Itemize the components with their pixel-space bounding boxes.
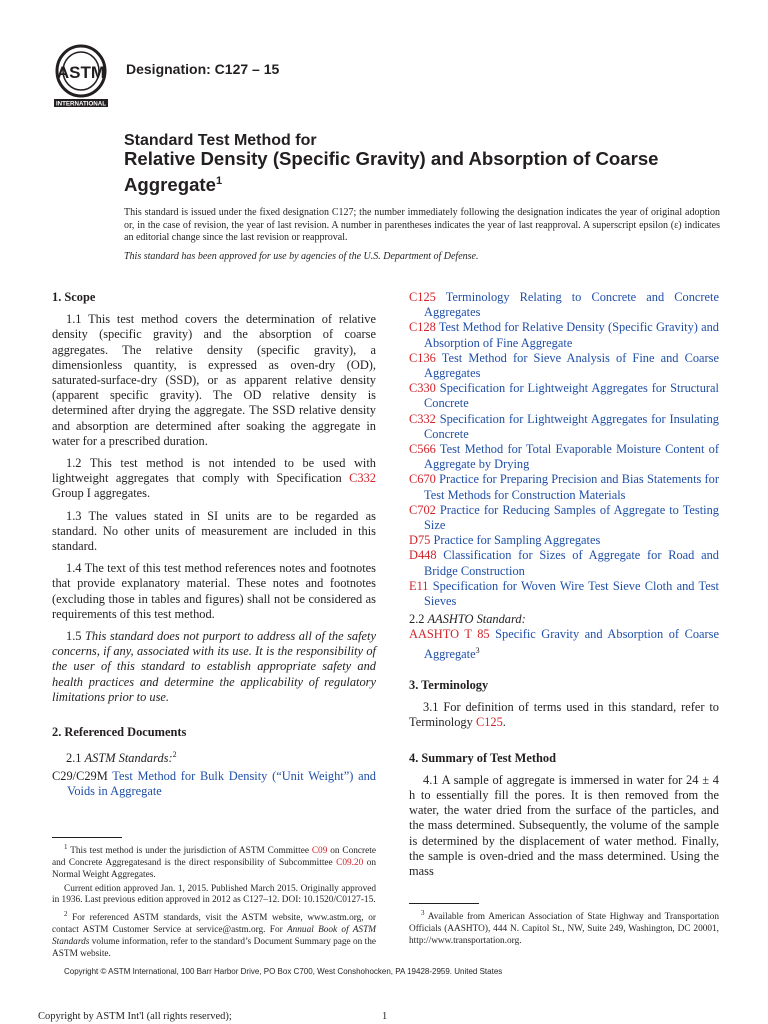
link-c125[interactable]: C125 [475, 715, 503, 730]
footnotes-right [409, 908, 719, 947]
title-line-1: Standard Test Method for [124, 132, 317, 149]
ref-item [409, 503, 719, 533]
para-2-2-number: 2.2 [409, 612, 428, 627]
aashto-standard-label: AASHTO Standard: [427, 612, 526, 627]
intro-paragraph: This standard is issued under the fixed designation C127; the number immediately following the designation indicates the year of original adoption or, in the case of revision, the year of last revision. A number in parentheses indicates the year of last reapproval. A superscript epsilon (ε) indicates an editorial change since the last revision or reapproval. [124, 207, 720, 243]
ref-code-link[interactable]: C566 [409, 442, 436, 457]
para-2-1 [52, 747, 376, 766]
designation: Designation: C127 – 15 [126, 61, 280, 77]
para-1-1: 1.1 This test method covers the determination of relative density (specific gravity) and the absorption of coarse aggregates. The relative density (specific gravity), a dimensionless quantity, is expressed as oven-dry (OD), saturated-surface-dry (SSD), or as apparent relative density (apparent specific gravity). The OD relative density is determined after drying the aggregate. The SSD relative density and absorption are determined after soaking the aggregate in water for a prescribed duration. [52, 312, 376, 448]
ref-code-link[interactable]: C330 [409, 381, 436, 396]
para-1-5-text: This standard does not purport to address all of the safety concerns, if any, associated with its use. It is the responsibility of the user of this standard to establish appropriate safety and health practices and determine the applicability of regulatory limitations prior to use. [52, 629, 376, 704]
title-footnote-mark: 1 [215, 175, 223, 187]
para-1-2-text-end: Group I aggregates. [52, 486, 151, 501]
link-c09[interactable]: C09 [311, 846, 328, 857]
footnote-3 [409, 908, 719, 947]
logo-subtext: INTERNATIONAL [55, 100, 107, 108]
ref-code-link[interactable]: E11 [409, 578, 429, 593]
title-main [124, 148, 684, 196]
section-3-heading: 3. Terminology [409, 678, 489, 692]
para-1-3: 1.3 The values stated in SI units are to be regarded as standard. No other units of measurement are included in this standard. [52, 508, 376, 554]
link-c332[interactable]: C332 [349, 471, 376, 486]
link-aashto-t85[interactable]: AASHTO T 85 [409, 627, 490, 642]
section-4-heading: 4. Summary of Test Method [409, 750, 556, 765]
footnote-2-italic: Annual Book of ASTM Standards [52, 924, 376, 947]
approval-note: This standard has been approved for use by agencies of the U.S. Department of Defense. [124, 251, 479, 262]
footnote-1-text-2: on Concrete and Concrete Aggregatesand is the direct responsibility of Subcommittee [52, 846, 376, 868]
ref-code-link[interactable]: C670 [409, 472, 436, 487]
para-1-5 [52, 629, 376, 705]
ref-aashto [409, 627, 719, 662]
reference-list [409, 290, 719, 609]
ref-code-link[interactable]: C332 [409, 411, 436, 426]
ref-code-link[interactable]: C125 [409, 290, 436, 304]
ref-title-link[interactable]: Specification for Woven Wire Test Sieve Cloth and Test Sieves [424, 578, 719, 609]
para-3-1 [409, 700, 719, 730]
footnote-2-text: For referenced ASTM standards, visit the ASTM website, www.astm.org, or contact ASTM Customer Service at service@astm.org. For [52, 913, 376, 935]
ref-code-link[interactable]: D448 [409, 548, 437, 563]
ref-code-link[interactable]: C136 [409, 350, 436, 365]
footnote-3-mark: 3 [421, 909, 425, 918]
right-column [409, 290, 719, 950]
section-2-heading: 2. Referenced Documents [52, 725, 187, 740]
ref-item [409, 381, 719, 411]
section-1-heading: 1. Scope [52, 290, 96, 304]
left-column [52, 290, 376, 962]
footnote-2-mark: 2 [64, 910, 68, 919]
ref-item [409, 472, 719, 502]
footnote-1-mark: 1 [64, 843, 68, 852]
logo-text: ASTM [56, 63, 106, 82]
ref-item [409, 442, 719, 472]
ref-item [409, 412, 719, 442]
ref-aashto-title-link[interactable]: Specific Gravity and Absorption of Coarse Aggregate [424, 627, 719, 661]
ref-item [409, 548, 719, 578]
ref-title-link[interactable]: Practice for Preparing Precision and Bias Statements for Test Methods for Construction Materials [424, 472, 719, 502]
ref-title-link[interactable]: Practice for Reducing Samples of Aggregate to Testing Size [424, 502, 719, 533]
ref-title-link[interactable]: Test Method for Relative Density (Specific Gravity) and Absorption of Fine Aggregate [424, 320, 719, 350]
ref-title-link[interactable]: Test Method for Sieve Analysis of Fine and Coarse Aggregates [424, 350, 719, 381]
para-1-4: 1.4 The text of this test method references notes and footnotes that provide explanatory material. These notes and footnotes (excluding those in tables and figures) shall not be considered as requirements of this test method. [52, 561, 376, 621]
footnote-2-text-2: volume information, refer to the standard’s Document Summary page on the ASTM website. [52, 936, 376, 959]
title-line-2: Relative Density (Specific Gravity) and Absorption of Coarse Aggregate [124, 148, 659, 196]
ref-item [409, 290, 719, 320]
footnote-1-text-3: on Normal Weight Aggregates. [52, 857, 377, 880]
para-2-1-number: 2.1 [66, 751, 85, 766]
footnote-1 [52, 842, 376, 881]
para-3-1-text: 3.1 For definition of terms used in this standard, refer to Terminology [409, 700, 719, 730]
page-number: 1 [382, 1011, 388, 1022]
astm-logo-mark [50, 44, 112, 108]
footnote-3-text: Available from American Association of State Highway and Transportation Officials (AASHTO), 444 N. Capitol St., NW, Suite 249, Washington, DC 20001, http://www.transportation.org. [409, 912, 719, 946]
ref-c29-code: C29/C29M [52, 768, 108, 783]
astm-standards-label: ASTM Standards: [84, 751, 173, 766]
para-1-5-number: 1.5 [66, 629, 86, 644]
ref-code-link[interactable]: D75 [409, 533, 431, 548]
ref-title-link[interactable]: Terminology Relating to Concrete and Concrete Aggregates [424, 290, 719, 320]
ref-title-link[interactable]: Specification for Lightweight Aggregates for Structural Concrete [424, 381, 719, 411]
footnote-2 [52, 909, 376, 960]
footnote-1-edition: Current edition approved Jan. 1, 2015. Published March 2015. Originally approved in 1936. Last previous edition approved in 2012 as C127–12. DOI: 10.1520/C0127-15. [52, 883, 376, 906]
ref-title-link[interactable]: Classification for Sizes of Aggregate for Road and Bridge Construction [424, 548, 719, 578]
para-2-2 [409, 612, 719, 627]
para-4-1: 4.1 A sample of aggregate is immersed in water for 24 ± 4 h to essentially fill the pores. It is then removed from the water, the water dried from the surface of the particles, and the mass determined. Subsequently, the volume of the sample is determined by the displacement of water method. Finally, the sample is oven-dried and the mass determined. Using the mass [409, 772, 719, 879]
footnote-ref-2: 2 [172, 750, 177, 760]
ref-title-link[interactable]: Test Method for Total Evaporable Moisture Content of Aggregate by Drying [424, 442, 719, 472]
para-1-2 [52, 456, 376, 502]
rights-notice: Copyright by ASTM Int'l (all rights reserved); [38, 1011, 232, 1022]
ref-item [409, 533, 719, 548]
astm-logo [50, 44, 112, 108]
ref-item [409, 579, 719, 609]
copyright-notice: Copyright © ASTM International, 100 Barr Harbor Drive, PO Box C700, West Conshohocken, PA 19428-2959. United States [64, 967, 503, 976]
link-c09-20[interactable]: C09.20 [336, 857, 364, 868]
ref-title-link[interactable]: Practice for Sampling Aggregates [430, 533, 601, 548]
para-1-2-text: 1.2 This test method is not intended to be used with lightweight aggregates that comply with Specification [52, 456, 376, 486]
footnotes-left [52, 842, 376, 960]
para-3-1-end: . [502, 715, 506, 730]
ref-code-link[interactable]: C702 [409, 502, 436, 517]
footnote-divider-left [52, 837, 122, 838]
ref-item [409, 351, 719, 381]
footnote-ref-3: 3 [475, 645, 480, 655]
footnote-1-text: This test method is under the jurisdiction of ASTM Committee [67, 846, 312, 857]
ref-code-link[interactable]: C128 [409, 320, 436, 335]
ref-title-link[interactable]: Specification for Lightweight Aggregates for Insulating Concrete [424, 411, 719, 441]
footnote-divider-right [409, 903, 479, 904]
ref-item [409, 320, 719, 350]
ref-c29 [52, 769, 376, 799]
ref-c29-title-link[interactable]: Test Method for Bulk Density (“Unit Weight”) and Voids in Aggregate [67, 768, 376, 798]
